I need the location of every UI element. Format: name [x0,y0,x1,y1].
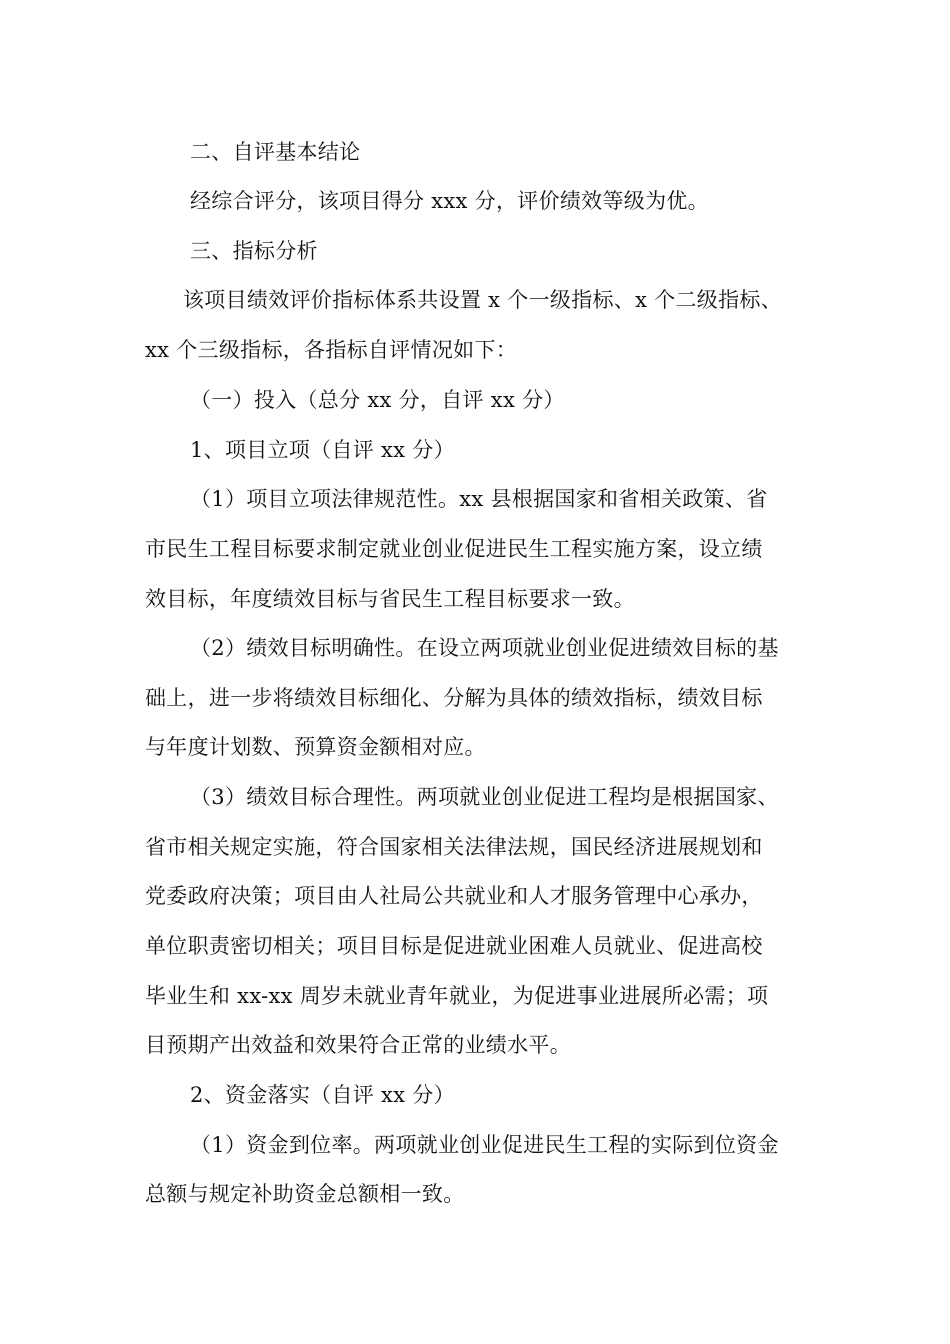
paragraph-line: xx 个三级指标，各指标自评情况如下： [145,338,518,362]
paragraph-line: （3）绩效目标合理性。两项就业创业促进工程均是根据国家、 [190,785,779,809]
paragraph-line: 目预期产出效益和效果符合正常的业绩水平。 [145,1033,571,1057]
paragraph-line: 省市相关规定实施，符合国家相关法律法规，国民经济进展规划和 [145,835,763,859]
paragraph-line: 单位职责密切相关；项目目标是促进就业困难人员就业、促进高校 [145,934,763,958]
paragraph-line: （1）资金到位率。两项就业创业促进民生工程的实际到位资金 [190,1133,779,1157]
paragraph-line: 与年度计划数、预算资金额相对应。 [145,735,486,759]
paragraph-line: （2）绩效目标明确性。在设立两项就业创业促进绩效目标的基 [190,636,779,660]
item-heading-project-approval: 1、项目立项（自评 xx 分） [190,438,455,462]
section-heading-indicator-analysis: 三、指标分析 [190,239,318,263]
paragraph-line: 党委政府决策；项目由人社局公共就业和人才服务管理中心承办， [145,884,763,908]
paragraph-line: 该项目绩效评价指标体系共设置 x 个一级指标、x 个二级指标、 [183,288,783,312]
paragraph-line: 效目标，年度绩效目标与省民生工程目标要求一致。 [145,587,635,611]
section-heading-conclusion: 二、自评基本结论 [190,140,361,164]
paragraph-line: 础上，进一步将绩效目标细化、分解为具体的绩效指标，绩效目标 [145,686,763,710]
paragraph-line: 毕业生和 xx-xx 周岁未就业青年就业，为促进事业进展所必需；项 [145,984,769,1008]
paragraph-line: 市民生工程目标要求制定就业创业促进民生工程实施方案，设立绩 [145,537,763,561]
subsection-heading-input: （一）投入（总分 xx 分，自评 xx 分） [190,388,565,412]
paragraph-line: （1）项目立项法律规范性。xx 县根据国家和省相关政策、省 [190,487,768,511]
paragraph-line: 总额与规定补助资金总额相一致。 [145,1182,465,1206]
item-heading-fund-implementation: 2、资金落实（自评 xx 分） [190,1083,455,1107]
paragraph-line: 经综合评分，该项目得分 xxx 分，评价绩效等级为优。 [190,189,709,213]
